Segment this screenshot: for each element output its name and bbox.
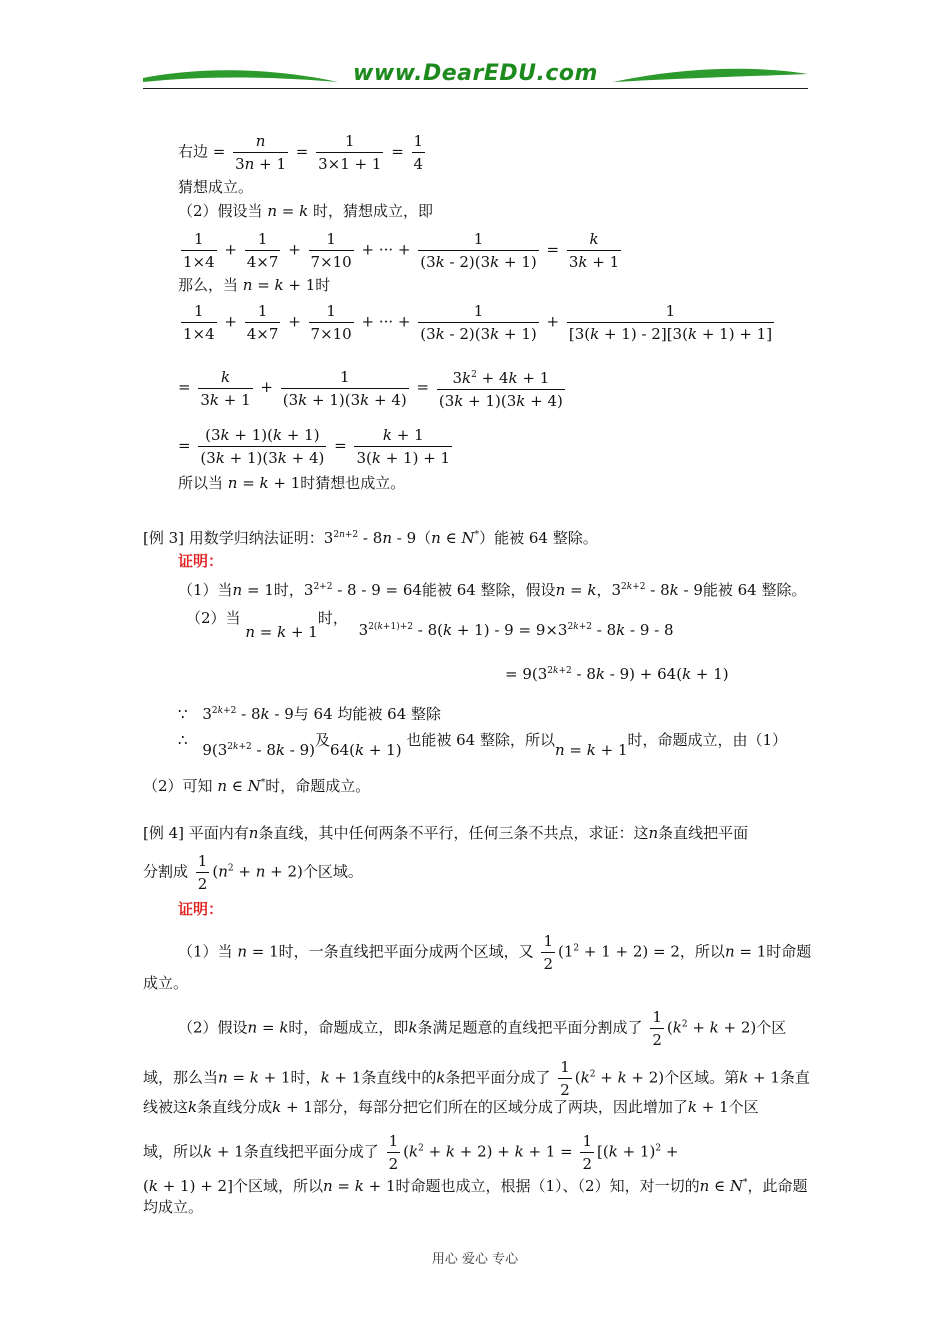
- text: 个区域。: [302, 862, 363, 881]
- text: 也能被 64 整除，所以: [406, 731, 555, 749]
- text: 个区: [756, 1018, 787, 1037]
- text-line: 域，那么当n = k + 1时，k + 1条直线中的k条把平面分成了 $\frac{1}{2}$ $(k^2 + k + 2)$个区域。第k + 1条直: [143, 1058, 810, 1099]
- text: 时，命题成立，即: [288, 1018, 409, 1037]
- leaf-swoosh-right-icon: [608, 64, 808, 94]
- because-symbol: ∵: [178, 705, 188, 723]
- text: 条直: [779, 1068, 810, 1087]
- text: 条直线把平面: [658, 824, 749, 842]
- leaf-swoosh-left-icon: [143, 64, 343, 94]
- text: 右边: [178, 142, 209, 161]
- therefore-symbol: ∴: [178, 731, 188, 749]
- text: 能被 64 整除，假设: [421, 581, 556, 599]
- math-line-hypothesis: $\frac{1}{1\times 4}$ + $\frac{1}{4\times 7}$ + $\frac{1}{7\times 10}$ + ··· + $\frac{1}{(3k - 2)(3k + 1)}$ = $\frac{k}{3k + 1}$: [183, 230, 620, 271]
- text: 个区域。第: [664, 1068, 740, 1087]
- header-rule: [143, 88, 808, 89]
- text: 能被 64 整除。: [702, 581, 807, 599]
- text: [例 4] 平面内有: [143, 824, 249, 842]
- text: 条直线，其中任何两条不平行，任何三条不共点，求证：这: [258, 824, 649, 842]
- text: 条满足题意的直线把平面分割成了: [417, 1018, 643, 1037]
- math-line-result: = $\frac{(3k + 1)(k + 1)}{(3k + 1)(3k + 4)}$ = $\frac{k + 1}{3(k + 1) + 1}$: [178, 426, 451, 467]
- text-line: （1）当n = 1时，$3^{2+2} - 8 - 9 = 64$能被 64 整除，假设n = k，$3^{2k+2} - 8k - 9$能被 64 整除。: [178, 581, 807, 599]
- text: （1）当: [178, 581, 233, 599]
- site-header: [143, 58, 808, 94]
- because-line: ∵ $3^{2k+2} - 8k - 9$与 64 均能被 64 整除: [178, 705, 442, 723]
- text-line: （2）可知 n ∈ N*时，命题成立。: [143, 777, 371, 795]
- text: 能被 64 整除。: [494, 529, 598, 547]
- text-line: 线被这k条直线分成k + 1部分，每部分把它们所在的区域分成了两块，因此增加了k + 1个区: [143, 1098, 759, 1116]
- text: 所以当: [178, 474, 224, 492]
- text: 时猜想也成立。: [300, 474, 406, 492]
- text: 线被这: [143, 1098, 189, 1116]
- text-line: 均成立。: [143, 1198, 204, 1216]
- proof-label: 证明：: [178, 900, 224, 918]
- text: 条把平面分成了: [445, 1068, 551, 1087]
- math-line-result: = $9(3^{2k+2} - 8k - 9) + 64(k + 1)$: [505, 665, 729, 683]
- site-brand[interactable]: www.DearEDU.com: [353, 61, 598, 86]
- text-line: (k + 1) + 2]个区域，所以n = k + 1时命题也成立，根据（1）、（2）知，对一切的n ∈ N*，此命题: [143, 1177, 808, 1195]
- math-line-sum: $\frac{1}{1\times 4}$ + $\frac{1}{4\times 7}$ + $\frac{1}{7\times 10}$ + ··· + $\frac{1}{(3k - 2)(3k + 1)}$ + $\frac{1}{[3(k + 1) - 2][3(k + 1) + 1]}$: [183, 302, 773, 343]
- text-line: 分割成 $\frac{1}{2}$ $(n^2 + n + 2)$个区域。: [143, 852, 363, 893]
- text: （2）假设: [178, 1018, 248, 1037]
- text: 个区: [728, 1098, 759, 1116]
- math-line-step: = $\frac{k}{3k + 1}$ + $\frac{1}{(3k + 1)(3k + 4)}$ = $\frac{3k^2 + 4k + 1}{(3k + 1)(3k + 4)}$: [178, 367, 563, 410]
- text: 时，: [273, 581, 304, 599]
- text: 时命题: [766, 942, 812, 961]
- text: 个区域，所以: [232, 1177, 323, 1195]
- proof-label: 证明：: [178, 552, 224, 570]
- text: 及: [315, 731, 331, 749]
- text: 域，那么当: [143, 1068, 219, 1087]
- text-line: 那么，当 n = k + 1时: [178, 276, 331, 294]
- text: （2）假设当: [178, 202, 263, 220]
- text: 条直线中的: [361, 1068, 437, 1087]
- text-line: 成立。: [143, 974, 189, 992]
- text: 时，一条直线把平面分成两个区域，又: [278, 942, 534, 961]
- text-line: 所以当 n = k + 1时猜想也成立。: [178, 474, 406, 492]
- text: （2）当: [186, 609, 241, 627]
- text-line: （1）当 n = 1时，一条直线把平面分成两个区域，又 $\frac{1}{2}$ $(1^2 + 1 + 2) = 2$，所以n = 1时命题: [178, 932, 812, 973]
- text: ，所以: [679, 942, 725, 961]
- text: 部分，每部分把它们所在的区域分成了两块，因此增加了: [312, 1098, 688, 1116]
- text: 时，猜想成立，即: [312, 202, 433, 220]
- example-3-title: [例 3] 用数学归纳法证明：$3^{2n+2} - 8n - 9(n$ ∈ N*）能被 64 整除。: [143, 529, 598, 547]
- example-4-title: [例 4] 平面内有n条直线，其中任何两条不平行，任何三条不共点，求证：这n条直线把平面: [143, 824, 749, 842]
- text-line: （2）当 n = k + 1时， $3^{2(k+1)+2} - 8(k + 1) - 9 = 9\times 3^{2k+2} - 8k - 9 - 8$: [186, 609, 674, 641]
- text-line: （2）假设当 n = k 时，猜想成立，即: [178, 202, 433, 220]
- text: 域，所以: [143, 1142, 204, 1161]
- text: 时: [315, 276, 331, 294]
- text: 那么，当: [178, 276, 239, 294]
- text: （1）当: [178, 942, 233, 961]
- text: 时，命题成立。: [265, 777, 371, 795]
- text: （2）可知: [143, 777, 213, 795]
- therefore-line: ∴ $9(3^{2k+2} - 8k - 9)$及64(k + 1) 也能被 64 整除，所以n = k + 1时，命题成立，由（1）: [178, 731, 788, 759]
- text: 分割成: [143, 862, 189, 881]
- text-line: 猜想成立。: [178, 178, 254, 196]
- text: 条直线分成: [197, 1098, 273, 1116]
- math-line-right-side: 右边 = $\frac{n}{3n + 1}$ = $\frac{1}{3\times 1 + 1}$ = $\frac{1}{4}$: [178, 132, 424, 173]
- text: [例 3] 用数学归纳法证明：: [143, 529, 324, 547]
- text: 时，: [290, 1068, 321, 1087]
- text: 与 64 均能被 64 整除: [293, 705, 442, 723]
- text: 时，: [317, 609, 348, 627]
- text-line: （2）假设n = k时，命题成立，即k条满足题意的直线把平面分割成了 $\frac{1}{2}$ $(k^2 + k + 2)$个区: [178, 1008, 787, 1049]
- page-footer: 用心 爱心 专心: [431, 1252, 519, 1267]
- text-line: 域，所以k + 1条直线把平面分成了 $\frac{1}{2}$ $(k^2 + k + 2) + k + 1$ = $\frac{1}{2}$ [$(k + 1)^2$ +: [143, 1132, 679, 1173]
- text: 时命题也成立，根据（1）、（2）知，对一切的: [395, 1177, 700, 1195]
- text: 时，命题成立，由（1）: [627, 731, 788, 749]
- text: ，此命题: [747, 1177, 808, 1195]
- text: 条直线把平面分成了: [243, 1142, 379, 1161]
